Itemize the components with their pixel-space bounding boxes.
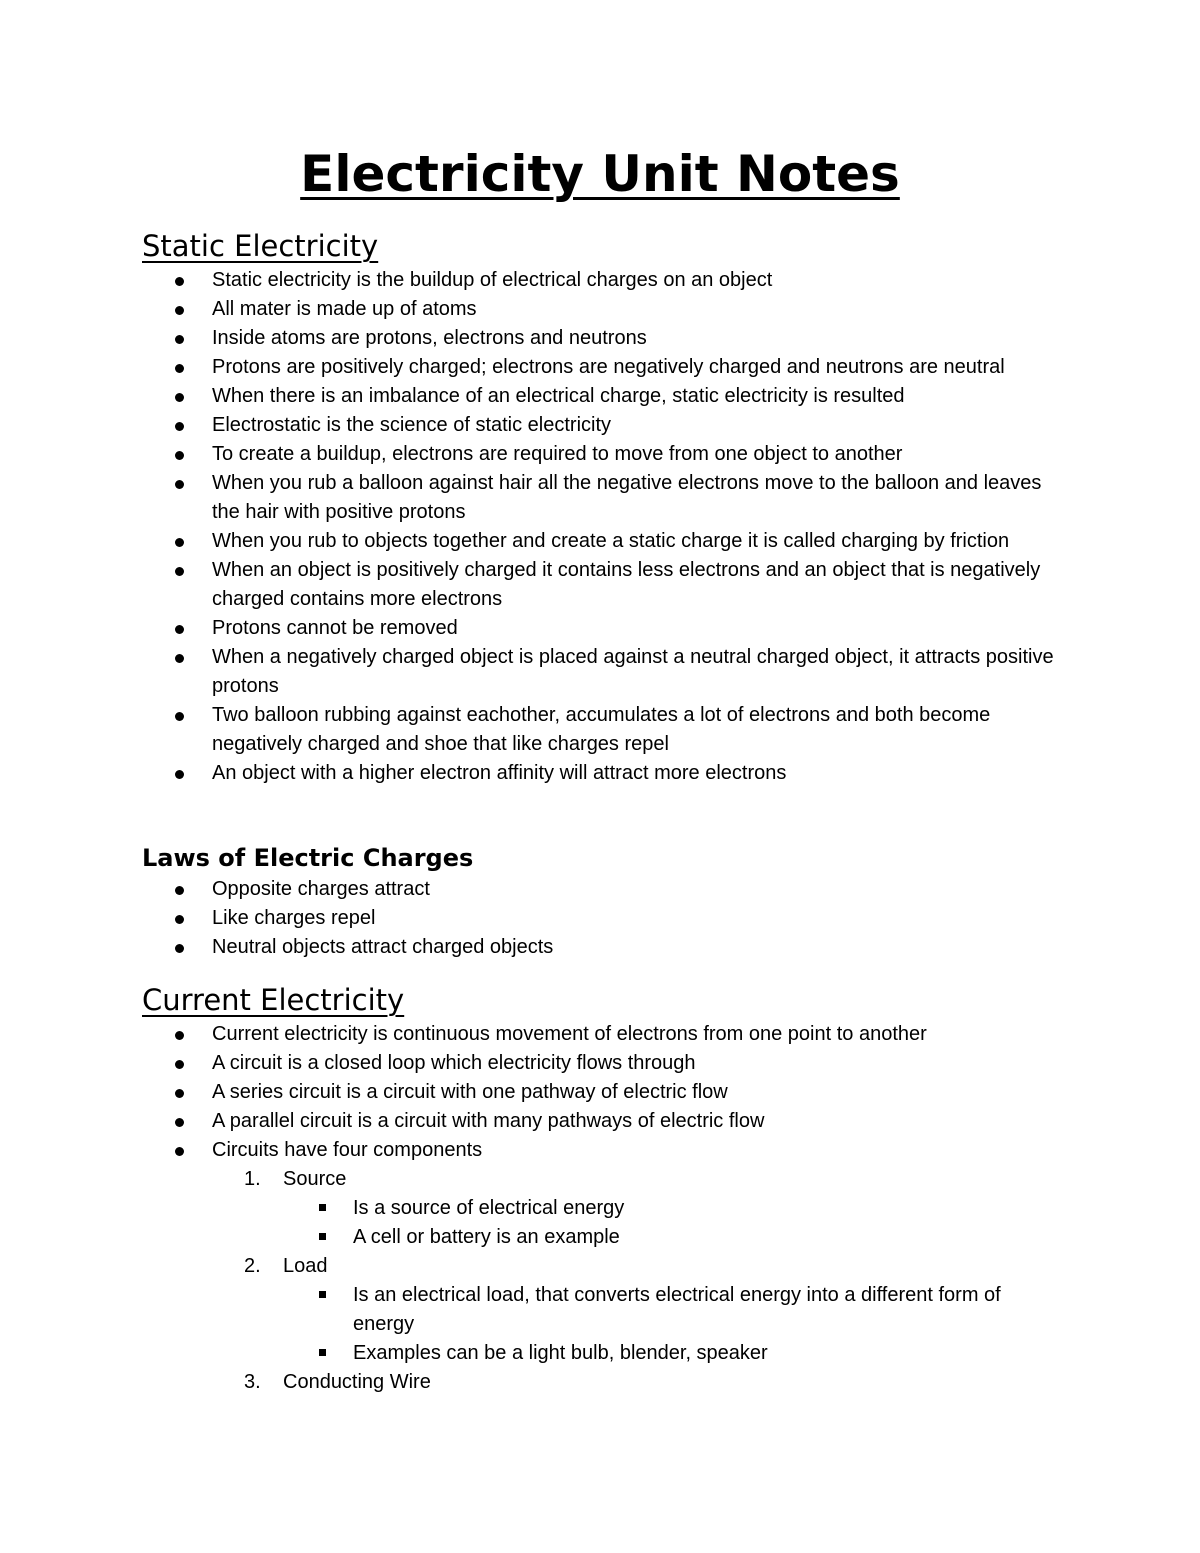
bullet-icon — [175, 915, 184, 924]
list-item: When an object is positively charged it contains less electrons and an object that is negatively charged contains more electrons — [0, 556, 1067, 614]
list-item: Opposite charges attract — [0, 875, 1067, 904]
static-electricity-heading: Static Electricity — [142, 229, 379, 263]
bullet-icon — [175, 1147, 184, 1156]
bullet-icon — [175, 1060, 184, 1069]
list-item: A parallel circuit is a circuit with many pathways of electric flow — [0, 1107, 1067, 1136]
bullet-icon — [175, 538, 184, 547]
list-item: Electrostatic is the science of static electricity — [0, 411, 1067, 440]
list-item: A series circuit is a circuit with one pathway of electric flow — [0, 1078, 1067, 1107]
list-number: 2. — [244, 1255, 261, 1277]
bullet-icon — [175, 1031, 184, 1040]
bullet-icon — [175, 770, 184, 779]
bullet-icon — [175, 944, 184, 953]
bullet-icon — [175, 422, 184, 431]
list-item: Circuits have four components 1. Source Is a source of electrical energy A cell or battery is an example 2. Load Is an electrical load, that converts electrical energy into a different form of energy Examples can be a light bulb, blender, speaker 3. Conducting Wire — [0, 1136, 1067, 1397]
component-details — [0, 1194, 1067, 1252]
list-item: When you rub to objects together and create a static charge it is called charging by friction — [0, 527, 1067, 556]
list-item: Two balloon rubbing against eachother, accumulates a lot of electrons and both become negatively charged and shoe that like charges repel — [0, 701, 1067, 759]
circuit-components-list — [0, 1165, 1067, 1397]
list-item: To create a buildup, electrons are required to move from one object to another — [0, 440, 1067, 469]
list-item: Is an electrical load, that converts electrical energy into a different form of energy — [0, 1281, 1053, 1339]
bullet-icon — [175, 451, 184, 460]
list-number: 1. — [244, 1168, 261, 1190]
square-bullet-icon — [319, 1291, 326, 1298]
component-item-source — [0, 1165, 1067, 1252]
list-item: Inside atoms are protons, electrons and neutrons — [0, 324, 1067, 353]
bullet-icon — [175, 335, 184, 344]
list-item: Current electricity is continuous movement of electrons from one point to another — [0, 1020, 1067, 1049]
list-item: Examples can be a light bulb, blender, speaker — [0, 1339, 1053, 1368]
current-electricity-heading: Current Electricity — [142, 983, 405, 1017]
square-bullet-icon — [319, 1204, 326, 1211]
current-electricity-list — [0, 1020, 1200, 1397]
component-name: Load — [283, 1255, 328, 1277]
list-item: Static electricity is the buildup of electrical charges on an object — [0, 266, 1067, 295]
bullet-icon — [175, 712, 184, 721]
bullet-icon — [175, 306, 184, 315]
list-item: When a negatively charged object is placed against a neutral charged object, it attracts positive protons — [0, 643, 1067, 701]
component-details — [0, 1281, 1067, 1368]
list-item: All mater is made up of atoms — [0, 295, 1067, 324]
bullet-icon — [175, 567, 184, 576]
list-item: Is a source of electrical energy — [0, 1194, 1053, 1223]
list-item: Neutral objects attract charged objects — [0, 933, 1067, 962]
square-bullet-icon — [319, 1349, 326, 1356]
bullet-icon — [175, 393, 184, 402]
bullet-icon — [175, 886, 184, 895]
laws-list — [0, 875, 1200, 962]
list-item: Protons cannot be removed — [0, 614, 1067, 643]
bullet-icon — [175, 625, 184, 634]
static-electricity-list — [0, 266, 1200, 788]
bullet-icon — [175, 364, 184, 373]
bullet-icon — [175, 1089, 184, 1098]
square-bullet-icon — [319, 1233, 326, 1240]
list-item: Like charges repel — [0, 904, 1067, 933]
list-item: An object with a higher electron affinity will attract more electrons — [0, 759, 1067, 788]
bullet-icon — [175, 1118, 184, 1127]
list-item: A cell or battery is an example — [0, 1223, 1053, 1252]
component-item-conducting-wire — [0, 1368, 1067, 1397]
bullet-icon — [175, 654, 184, 663]
laws-of-electric-charges-heading: Laws of Electric Charges — [142, 844, 474, 872]
list-item: Protons are positively charged; electrons are negatively charged and neutrons are neutral — [0, 353, 1067, 382]
bullet-icon — [175, 480, 184, 489]
component-name: Source — [283, 1168, 347, 1190]
bullet-icon — [175, 277, 184, 286]
list-item: When there is an imbalance of an electrical charge, static electricity is resulted — [0, 382, 1067, 411]
component-name: Conducting Wire — [283, 1371, 431, 1393]
component-item-load — [0, 1252, 1067, 1368]
list-item: A circuit is a closed loop which electricity flows through — [0, 1049, 1067, 1078]
list-number: 3. — [244, 1371, 261, 1393]
list-item: When you rub a balloon against hair all the negative electrons move to the balloon and leaves the hair with positive protons — [0, 469, 1067, 527]
document-title: Electricity Unit Notes — [300, 145, 900, 203]
